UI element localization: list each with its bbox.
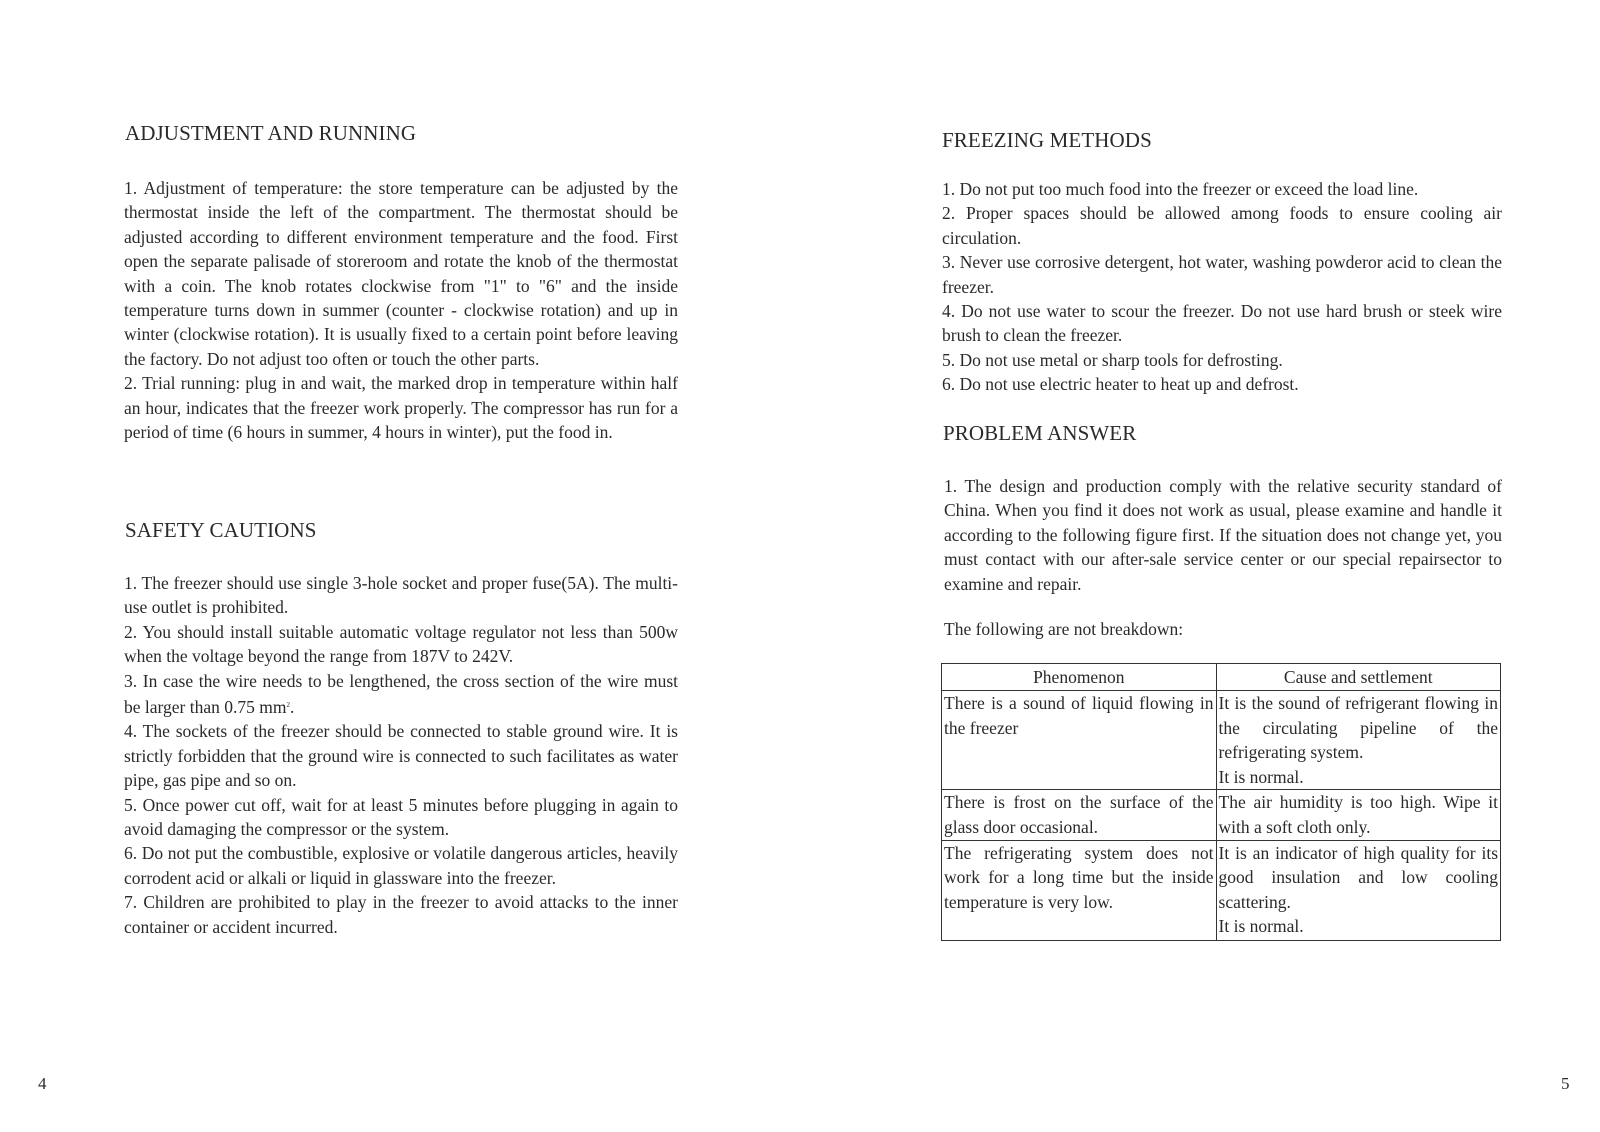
page-number-right: 5 [1561, 1074, 1570, 1093]
freezing-body [942, 177, 1502, 397]
cause-text: The air humidity is too high. Wipe it with a soft cloth only. [1218, 792, 1498, 837]
safety-item-7: 7. Children are prohibited to play in the freezer to avoid attacks to the inner container or accident incurred. [124, 892, 678, 937]
freezing-item-4: 4. Do not use water to scour the freezer. Do not use hard brush or steek wire brush to clean the freezer. [942, 301, 1502, 346]
safety-item-2: 2. You should install suitable automatic voltage regulator not less than 500w when the voltage beyond the range from 187V to 242V. [124, 621, 678, 667]
adjustment-item-2: 2. Trial running: plug in and wait, the marked drop in temperature within half an hour, indicates that the freezer work properly. The compressor has run for a period of time (6 hours in summer, 4 hours in winter), put the food in. [124, 373, 678, 443]
table-header-row [942, 664, 1501, 691]
safety-item-6: 6. Do not put the combustible, explosive or volatile dangerous articles, heavily corrodent acid or alkali or liquid in glassware into the freezer. [124, 843, 678, 888]
cause-text: It is the sound of refrigerant flowing in the circulating pipeline of the refrigerating system. [1218, 693, 1498, 763]
cause-cell [1216, 790, 1500, 840]
breakdown-table [941, 663, 1501, 941]
freezing-heading: FREEZING METHODS [942, 128, 1152, 152]
not-breakdown-label: The following are not breakdown: [944, 619, 1184, 639]
safety-item-4: 4. The sockets of the freezer should be connected to stable ground wire. It is strictly forbidden that the ground wire is connected to such facilitates as water pipe, gas pipe and so on. [124, 721, 678, 791]
safety-item-3-tail: . [289, 697, 295, 718]
adjustment-item-1: 1. Adjustment of temperature: the store temperature can be adjusted by the thermostat inside the left of the compartment. The thermostat should be adjusted according to different environment temperature and the food. First open the separate palisade of storeroom and rotate the knob of the thermostat with a coin. The knob rotates clockwise from "1" to "6" and the inside temperature turns down in summer (counter - clockwise rotation) and up in winter (clockwise rotation). It is usually fixed to a certain point before leaving the factory. Do not adjust too often or touch the other parts. [124, 178, 678, 369]
cause-cell [1216, 840, 1500, 940]
freezing-item-1: 1. Do not put too much food into the freezer or exceed the load line. [942, 179, 1419, 199]
freezing-item-2: 2. Proper spaces should be allowed among foods to ensure cooling air circulation. [942, 203, 1502, 248]
problem-heading: PROBLEM ANSWER [943, 421, 1137, 445]
safety-heading: SAFETY CAUTIONS [125, 518, 317, 542]
table-row [942, 691, 1501, 790]
safety-item-1: 1. The freezer should use single 3-hole socket and proper fuse(5A). The multi-use outlet is prohibited. [124, 573, 678, 618]
phenomenon-cell: There is a sound of liquid flowing in the freezer [942, 691, 1217, 790]
right-page [800, 0, 1600, 1132]
safety-item-3 [124, 669, 678, 720]
adjustment-body [124, 176, 678, 444]
cause-text: It is an indicator of high quality for its good insulation and low cooling scattering. [1218, 842, 1498, 912]
header-cause: Cause and settlement [1216, 664, 1500, 691]
safety-item-5: 5. Once power cut off, wait for at least 5 minutes before plugging in again to avoid damaging the compressor or the system. [124, 794, 678, 840]
adjustment-heading: ADJUSTMENT AND RUNNING [125, 121, 417, 145]
problem-intro-text: 1. The design and production comply with the relative security standard of China. When you find it does not work as usual, please examine and handle it according to the following figure first. If the situation does not change yet, you must contact with our after-sale service center or our special repairsector to examine and repair. [944, 476, 1502, 594]
table-row [942, 840, 1501, 940]
freezing-item-3: 3. Never use corrosive detergent, hot water, washing powderor acid to clean the freezer. [942, 252, 1502, 297]
problem-intro [944, 474, 1502, 596]
phenomenon-cell: There is frost on the surface of the glass door occasional. [942, 790, 1217, 840]
safety-body [124, 571, 678, 939]
table-row [942, 790, 1501, 840]
freezing-item-6: 6. Do not use electric heater to heat up and defrost. [942, 374, 1299, 395]
cause-cell [1216, 691, 1500, 790]
cause-note: It is normal. [1218, 766, 1304, 787]
freezing-item-5: 5. Do not use metal or sharp tools for defrosting. [942, 349, 1283, 370]
page-number-left: 4 [38, 1074, 47, 1093]
safety-item-3-text: 3. In case the wire needs to be lengthened, the cross section of the wire must be larger than 0.75 mm [124, 670, 678, 718]
phenomenon-cell: The refrigerating system does not work for a long time but the inside temperature is very low. [942, 840, 1217, 940]
header-phenomenon: Phenomenon [942, 664, 1217, 691]
squared-superscript: 2 [286, 701, 290, 710]
cause-note: It is normal. [1218, 916, 1304, 937]
